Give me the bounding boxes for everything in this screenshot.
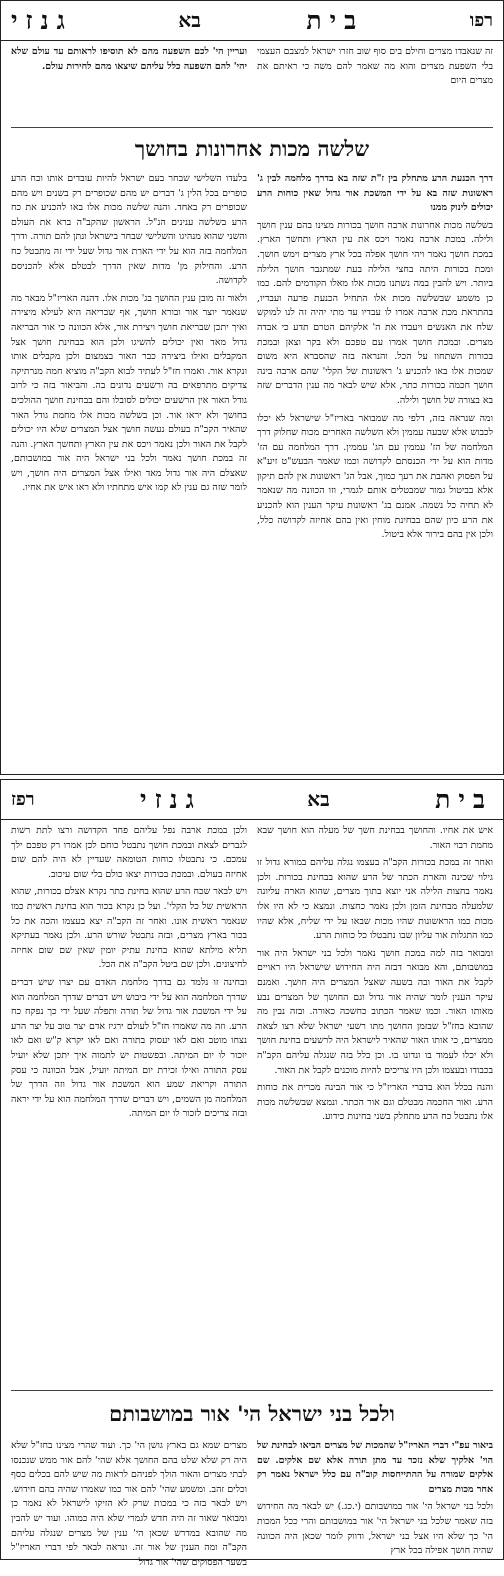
page-1 [0,0,504,775]
page-number: רפו [469,10,493,31]
paragraph: ואחר זה במכת בכורות הקב"ה בעצמו נגלה עליהם במורא גדול זו גילוי שכינה והארת הכתר של הרע שהוא בבחינת בכורות. ולכן נאמר בחצות הלילה אני יוצא בתוך מצרים, שהוא הארה עליונה שלמעלה מבחינת הזמן ולכן נאמר כחצות. ונמצא כי לא היו אלו מכות כמו הראשונות שהיו מכות שבאו על ידי שליח, אלא שהיו כמו התגלות אור עליון שבו נתבטלו כל כוחות הרע. [257,857,493,942]
bottom-text-block [1,1435,503,1576]
paragraph: בשלשה מכות אחרונות ארבה חושך בכורות מצינו בהם ענין חושך ולילה. במכת ארבה נאמר ויכס את עין הארץ ותחשך הארץ. במכת חושך נאמר ויהי חושך אפלה בכל ארץ מצרים וימש חושך. ומכת בכורות היתה בחצי הלילה בעת שמתגבר חושך הלילה ביותר. ויש להבין במה נשתנו מכות אלו מאלו הקודמים להם. כמו כן משמע שבשלשה מכות אלו התחיל הכנעת פרעה ועבדיו, בהתראת מכת ארבה אמרו לו עבדיו עד מתי יהיה זה לנו למוקש שלח את האנשים ויעבדו את ה' אלקיהם הטרם תדע כי אבדה מצרים. ובמכת חושך אמרו עם טפכם ולא בקר וצאן ובמכת בכורות השתחוו על הכל. והנראה בזה שהסברא היא משום שמכות אלו באו להכניע ג' ראשונות של הקלי' שהם ארבה בינה חושך חכמה בכורות כתר, אלא שיש לבאר מה ענין הדברים שזה בא בצורה של חושך ולילה. [257,219,493,406]
paragraph: מצרים שמא גם בארץ גושן הי' כך. ועוד שהרי מצינו בחז"ל שלא היה רק שלא שלט בהם החושך אלא שהי' להם אור ממש שנכנסו לבתי מצרים והאור הולך לפניהם לראות מה שיש להם בכלים כסף וכלים זהב. ומשמע שהי' להם אור כמו שאמרו שהיה בהם חידוש. ויש לבאר בזה כי במכות שרק לא הזיקו לישראל לא נאמר כן ומבואר שאור זה היה חדש לגמרי שלא היה כמוהו. ועוד יש להבין מה שהובא במדרש שכאן הי' ענין של מצרים שנגלה עליהם הקב"ה ומה הענין של אור זה. ונראה לבאר לפי דברי האריז"ל בשער הפסוקים שהי' אור גדול [11,1440,247,1568]
header-left-word: גנזי [140,784,202,814]
paragraph: ולאור זה מובן ענין החושך בג' מכות אלו. דהנה האריז"ל מבאר מה שנאמר יוצר אור ובורא חושך, אף שבריאה היא לעילא מיצירה ואיך יתכן שבריאת חושך ויצירת אור, אלא הכוונה כי אור הבריאה גדול מאד ואין יכולים להשיגו ולכן הוא בבחינת חושך אצל המקבלים ואילו ביצירה כבר האור בצמצום ולכן מקבלים אותו ונקרא אור. ואמרו חז"ל לעתיד לבוא הקב"ה מוציא חמה מנרתיקה צדיקים מתרפאים בה ורשעים נדונים בה. והביאור בזה כי לרוב גודל האור אין הרשעים יכולים לסובלו והם בבחינת חושך ההולכים בחושך ולא יראו אור. וכן בשלשה מכות אלו מחמת גודל האור שהאיר הקב"ה בעולם נעשה חושך אצל המצרים שלא היו יכולים לקבל את האור ולכן נאמר ויכס את עין הארץ ותחשך הארץ. והנה זה במכת חושך נאמר ולכל בני ישראל היה אור במושבותם, שאצלם היה אור גדול מאד ואילו אצל המצרים היה חושך, ויש לומר שזה גם ענין לא קמו איש מתחתיו ולא ראו איש את אחיו. [11,292,247,494]
paragraph: ומה שנראה בזה, דלפי מה שמבואר באריז"ל שישראל לא יכלו לכבוש אלא שבעה עממין ולא השלשה האחרים מכוח שחלוק דרך המלחמה של הז' עממין עם הג' עממין. דרך המלחמה עם הז' מדות הוא על ידי הכנסתם לקדושה וכמו שאמר הבעש"ט זיע"א על הפסוק ואהבת את רעך כמוך, אבל הג' ראשונות אין להם תיקון אלא בביטול גמור שמבטלים אותם לגמרי, וזו הכוונה מה שנאמר לא תחיה כל נשמה. אמנם בג' ראשונות עיקר הענין הוא להכניע את הרע כיון שהם בבחינת מוחין ואין בהם אחיזה לקדושה כלל, ולכן אין בהם בירור אלא ביטול. [257,412,493,541]
paragraph: והנה בכלל הוא בדברי האריז"ל כי אור הבינה מכרית את כוחות הרע. ואור החכמה מבטלם וגם אור הכתר. ונמצא שבשלשה מכות אלו נתבטל כח הרע מתחלק בשני בחינות כידוע. [257,1082,493,1123]
right-column [257,1439,493,1572]
header-center-word: בא [178,8,201,32]
left-column [11,172,247,771]
paragraph: ויש לבאר שכח הרע שהוא בחינת כתר נקרא אצלם בכורות, שהוא הראשית של כל הקלי'. ועל כן נקרא בכור הוא בחינת ראשית כמו שנאמר ראשית אונו. ואחר זה הקב"ה יצא בעצמו והכה את כל בכור בארץ מצרים, ובזה נתבטל שורש הרע. ולכן נאמר בעתיקא תליא מילתא שהוא בחינת עתיק יומין שאין שם שום אחיזה לחיצונים. ולכן שם ביטל הקב"ה את הכל. [11,886,247,971]
running-header [1,780,503,820]
paragraph: ולכן במכת ארבה נפל עליהם פחד הקדושה ורצו לתת רשות לגברים לצאת ובמכת חושך נתבטל כוחם לכן אמרו רק טפכם ילך עמכם. כי נתבטלו כוחות הטומאה שעדיין לא היה להם שום אחיזה בעולם. ובמכת בכורות יצאו כולם בלי שום עיכוב. [11,825,247,880]
paragraph: ובחינה זו נלמד גם בדרך מלחמת האדם עם יצרו שיש דברים שדרך המלחמה הוא על ידי כיבוש ויש דברים שדרך המלחמה הוא על ידי המשכת אור גדול של תורה ותפלה שעל ידי כך נפקח כח הרע. וזה מה שאמרו חז"ל לעולם ירגיז אדם יצר טוב על יצר הרע נצחו מוטב ואם לאו יעסוק בתורה ואם לאו יקרא ק"ש ואם לאו יזכור לו יום המיתה. ובפשטות יש לתמוה איך יתכן שלא יועיל עסק התורה ואילו זכירת יום המיתה יועיל, אבל הכוונה כי עסק התורה וקריאת שמע הוא המשכת אור גדול וזה הדרך של המלחמה מן השמים, ויש דברים שדרך המלחמה הוא על ידי יראה ובזה צריכים לזכור לו יום המיתה. [11,976,247,1120]
header-left-word: גנזי [11,5,73,35]
header-right-word: בית [435,784,493,814]
paragraph: דרך הכנעת הרע מתחלק בין ז"ת שזה בא בדרך מלחמה לבין ג' ראשונות שזה בא על ידי המשכת אור גדול שאין כוחות הרע יכולים לינוק ממנו [257,173,493,214]
main-text-block [1,168,503,775]
page-2 [0,779,504,1568]
paragraph: זה שנאבדו מצרים וחילם בים סוף שוב חזרו ישראל למצבם העצמי בלי השפעת מצרים והוא מה שאמר להם משה כי ראיתם את מצרים היום [257,46,493,87]
paragraph: איש את אחיו. והחושך בבחינת חשך של מעלה הוא חושך שבא מחמת רבוי האור. [257,825,493,851]
left-column [11,45,247,123]
paragraph: ומבואר בזה למה במכת חושך נאמר ולכל בני ישראל היה אור במושבותם, והא מבואר דבזה היה החידוש שישראל היו ראויים לקבל את האור ובה בשעה שאצל המצרים היה חושך. ואמנם עיקר הענין לומר שהיה אור גדול וגם החושך של המצרים נבע מאותו האור. וכמו שאמר הכתוב כחשכה כאורה. ובזה נבין מה שהובא בחז"ל שבזמן החושך מתו רשעי ישראל שלא רצו לצאת ממצרים, כי אותו האור שהאיר לישראל היה לרשעים בחינת חושך ולא יכלו לעמוד בו ונדונו בו. וכן כלל בזה שנגלה עליהם הקב"ה בכבודו ובעצמו ולכן היו צריכים להיות מוכנים לקבל את האור. [257,947,493,1076]
left-column [11,824,247,1386]
paragraph: ועריין הי' לכם השפעה מהם לא תוסיפו לראותם עד עולם שלא יהי' להם השפעה כלל עליהם שיצאו מהם לחירות עולם. [11,46,247,72]
page-number: רפז [11,789,35,810]
section-title: ולכל בני ישראל הי' אור במושבותם [109,1401,395,1426]
paragraph: ולכל בני ישראל הי' אור במושבותם (י.כג.) יש לבאר מה החידוש בזה שאמר שלכל בני ישראל הי' אור במושבותם והרי ככל המכות הי' כך שלא היו אצל בני ישראל, ודווק לומר שכאן היה הכוונה שהיה חושך אפילה בכל ארץ [257,1501,493,1557]
top-text-block [1,820,503,1390]
header-center-word: בא [307,787,330,811]
right-column [257,45,493,123]
paragraph: ביאור עפ"י דברי האריז"ל שהמכות של מצרים הביאו לבחינת של הוי' אלקיך שלא נזכר עד מתן תורה אלא שם אלקים. שם אלקים שמורה על ההתייחסות קוב"ה עם כלל ישראל נאמר רק אחר מכות מצרים [257,1440,493,1495]
section-title: שלשה מכות אחרונות בחושך [134,136,370,161]
top-text-block [1,41,503,127]
left-column [11,1439,247,1572]
paragraph: בלעדו השלישי שבחר בעם ישראל להיות עובדים אותו וכח הרע כופרים בכל הלין ג' דברים יש מהם שכופרים רק בשנים ויש מהם שכופרים רק באחד. והנה שלשה מכות אלו באו להכניע את כח הרע בשלשה ענינים הנ"ל. הראשון שהקב"ה ברא את העולם והשני שהוא מנהיגו והשלישי שבחר בישראל ונתן להם תורה. ודרך המלחמה בזה הוא על ידי הארת אור גדול שעל ידי זה מתבטל כח הרע. והחילוק מן' מדות שאין הדרך לבטלם אלא להכניסם לקדושה. [11,173,247,287]
header-right-word: בית [306,5,365,35]
right-column [257,172,493,771]
right-column [257,824,493,1386]
running-header [1,1,503,41]
